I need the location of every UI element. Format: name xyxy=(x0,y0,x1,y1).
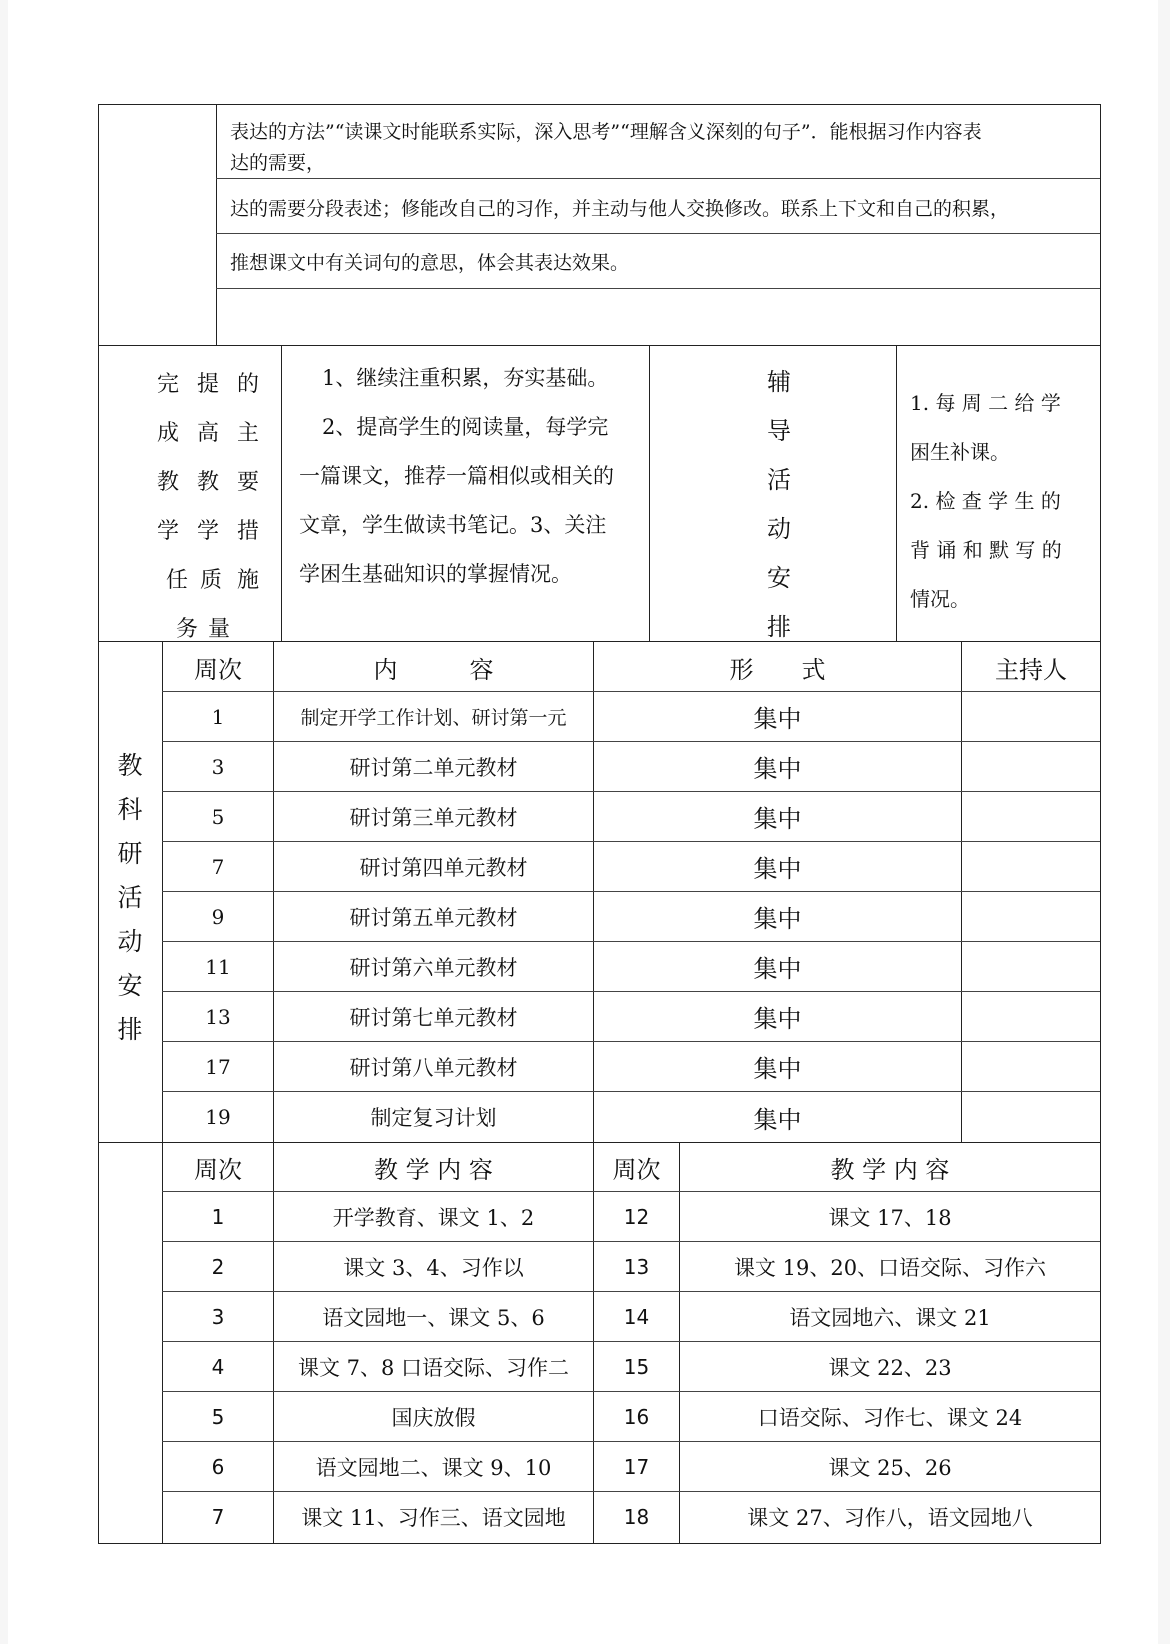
schedule-content-right: 课文 27、习作八，语文园地八 xyxy=(747,1506,1033,1530)
schedule-header-week-left: 周次 xyxy=(194,1156,242,1184)
research-week: 1 xyxy=(211,704,225,729)
research-form: 集中 xyxy=(753,905,802,933)
research-host xyxy=(962,892,1100,941)
schedule-content-left: 国庆放假 xyxy=(391,1405,476,1430)
schedule-week-left: 6 xyxy=(211,1454,225,1479)
research-host xyxy=(962,942,1100,991)
goal-text-line-1: 表达的方法”“读课文时能联系实际，深入思考”“理解含义深刻的句子”．能根据习作内容表 xyxy=(230,121,982,143)
schedule-week-right: 14 xyxy=(623,1304,650,1329)
research-header-content: 内 容 xyxy=(373,655,494,684)
schedule-week-right: 12 xyxy=(623,1204,650,1229)
schedule-week-left: 7 xyxy=(211,1505,225,1529)
research-content: 研讨第五单元教材 xyxy=(349,905,518,930)
measures-line-5: 学困生基础知识的掌握情况。 xyxy=(299,562,572,586)
research-host xyxy=(962,992,1100,1041)
research-week: 5 xyxy=(211,804,225,829)
schedule-content-left: 课文 7、8 口语交际、习作二 xyxy=(297,1355,570,1380)
research-content: 研讨第七单元教材 xyxy=(349,1005,518,1030)
guidance-label: 辅 导 活 动 安 排 xyxy=(767,368,791,641)
guidance-line-3: 2. 检 查 学 生 的 xyxy=(910,489,1061,513)
goal-text-line-4: 推想课文中有关词句的意思，体会其表达效果。 xyxy=(230,252,630,274)
research-content: 制定复习计划 xyxy=(370,1106,497,1130)
research-content: 研讨第六单元教材 xyxy=(349,955,518,980)
research-form: 集中 xyxy=(753,855,802,883)
research-week: 9 xyxy=(211,904,225,929)
research-side-label: 教 科 研 活 动 安 排 xyxy=(117,751,143,1044)
research-content: 研讨第四单元教材 xyxy=(359,855,528,880)
schedule-header-content-right: 教 学 内 容 xyxy=(830,1156,950,1184)
measures-line-1: 1、继续注重积累，夯实基础。 xyxy=(322,366,609,390)
schedule-content-left: 语文园地二、课文 9、10 xyxy=(315,1455,552,1480)
schedule-week-left: 5 xyxy=(211,1404,225,1429)
research-host xyxy=(962,792,1100,841)
research-form: 集中 xyxy=(753,1055,802,1083)
research-form: 集中 xyxy=(753,705,802,733)
guidance-line-2: 困生补课。 xyxy=(910,440,1010,464)
goal-text-line-2: 达的需要， xyxy=(230,152,326,174)
measures-label-col-3: 的 主 要 措 施 xyxy=(236,372,259,593)
schedule-week-right: 13 xyxy=(623,1254,650,1279)
research-week: 3 xyxy=(211,754,225,779)
schedule-header-week-right: 周次 xyxy=(612,1156,661,1184)
research-host xyxy=(962,742,1100,791)
schedule-content-right: 课文 22、23 xyxy=(828,1355,952,1380)
research-form: 集中 xyxy=(753,805,802,833)
guidance-line-1: 1. 每 周 二 给 学 xyxy=(910,391,1061,415)
research-form: 集中 xyxy=(753,1105,802,1134)
research-week: 17 xyxy=(205,1054,231,1079)
schedule-content-left: 开学教育、课文 1、2 xyxy=(332,1205,535,1230)
research-form: 集中 xyxy=(753,755,802,783)
research-host xyxy=(962,1042,1100,1091)
schedule-week-left: 3 xyxy=(211,1304,225,1329)
research-week: 19 xyxy=(205,1105,231,1129)
schedule-content-left: 课文 3、4、习作以 xyxy=(343,1255,524,1280)
research-header-form: 形 式 xyxy=(729,655,826,684)
measures-label-col-1: 完 成 教 学 任 务 xyxy=(156,372,199,642)
measures-line-3: 一篇课文，推荐一篇相似或相关的 xyxy=(299,464,614,488)
schedule-week-left: 4 xyxy=(211,1354,225,1379)
research-host xyxy=(962,692,1100,741)
schedule-content-right: 口语交际、习作七、课文 24 xyxy=(757,1405,1023,1430)
schedule-content-right: 语文园地六、课文 21 xyxy=(789,1305,991,1330)
goals-divider xyxy=(216,104,217,346)
research-content: 研讨第三单元教材 xyxy=(349,805,518,830)
research-week: 7 xyxy=(211,854,225,879)
research-week: 11 xyxy=(205,954,231,979)
research-header-host: 主持人 xyxy=(995,655,1067,684)
schedule-week-right: 15 xyxy=(623,1354,650,1379)
schedule-content-left: 语文园地一、课文 5、6 xyxy=(322,1305,545,1330)
schedule-content-right: 课文 17、18 xyxy=(828,1205,952,1230)
schedule-week-right: 16 xyxy=(623,1404,650,1429)
research-host xyxy=(962,842,1100,891)
schedule-header-content-left: 教 学 内 容 xyxy=(374,1156,493,1184)
guidance-line-5: 情况。 xyxy=(910,587,970,611)
schedule-week-left: 2 xyxy=(211,1254,225,1279)
research-content: 制定开学工作计划、研讨第一元 xyxy=(300,707,567,729)
research-form: 集中 xyxy=(753,955,802,983)
goal-text-line-3: 达的需要分段表述；修能改自己的习作，并主动与他人交换修改。联系上下文和自己的积累， xyxy=(230,198,1010,220)
schedule-content-right: 课文 25、26 xyxy=(828,1455,952,1480)
guidance-line-4: 背 诵 和 默 写 的 xyxy=(910,538,1062,562)
research-header-week: 周次 xyxy=(194,655,242,684)
research-content: 研讨第八单元教材 xyxy=(349,1055,518,1080)
measures-line-4: 文章，学生做读书笔记。3、关注 xyxy=(299,513,607,537)
measures-line-2: 2、提高学生的阅读量，每学完 xyxy=(322,415,609,439)
schedule-content-left: 课文 11、习作三、语文园地 xyxy=(301,1506,566,1530)
schedule-week-left: 1 xyxy=(211,1204,225,1229)
schedule-week-right: 18 xyxy=(623,1505,650,1529)
measures-label-col-2: 提 高 教 学 质 量 xyxy=(196,372,231,642)
research-form: 集中 xyxy=(753,1005,802,1033)
schedule-content-right: 课文 19、20、口语交际、习作六 xyxy=(733,1255,1047,1280)
schedule-week-right: 17 xyxy=(623,1454,650,1479)
document-page xyxy=(8,0,1158,1644)
research-content: 研讨第二单元教材 xyxy=(349,755,518,780)
research-week: 13 xyxy=(205,1004,231,1029)
research-host xyxy=(962,1092,1100,1142)
